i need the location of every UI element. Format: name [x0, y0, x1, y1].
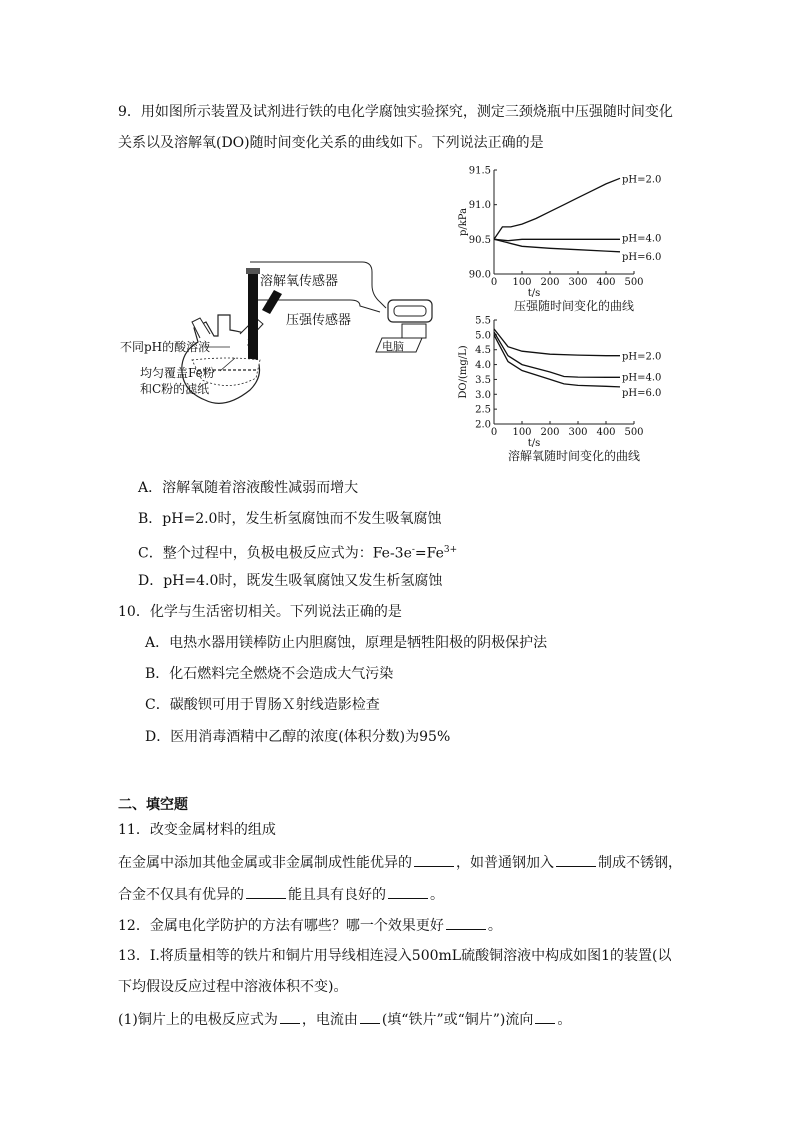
q11-title: 11．改变金属材料的组成	[118, 822, 276, 838]
y-tick-label: 91.5	[468, 165, 491, 177]
q9-option-a: A．溶解氧随着溶液酸性减弱而增大	[138, 480, 359, 496]
q11-blank-3[interactable]	[246, 884, 286, 899]
series-line-60	[494, 335, 620, 387]
y-tick-label: 5.0	[475, 330, 491, 342]
q9-option-c	[138, 540, 457, 564]
q10-stem: 10．化学与生活密切相关。下列说法正确的是	[118, 604, 402, 620]
filter-label-line2: 和C粉的滤纸	[140, 382, 210, 396]
apparatus-diagram	[110, 250, 455, 410]
q9-option-c-prefix: C．整个过程中，负极电极反应式为：Fe-3e	[138, 545, 412, 562]
q13-text-c: (填“铁片”或“铜片”)流向	[381, 1012, 534, 1028]
y-tick-label: 90.5	[468, 234, 491, 246]
q9-option-c-sup1: -	[411, 545, 415, 555]
x-tick-label: 500	[624, 277, 644, 288]
q10-option-b: B．化石燃料完全燃烧不会造成大气污染	[145, 666, 394, 682]
q13-blank-2[interactable]	[360, 1009, 380, 1024]
q11-text-c: 制成不锈钢，	[598, 855, 682, 871]
y-tick-label: 3.5	[475, 374, 491, 386]
series-label: pH=6.0	[622, 387, 662, 399]
pressure-chart	[452, 160, 682, 318]
x-tick-label: 400	[596, 427, 616, 438]
acid-solution-label: 不同pH的酸溶液	[120, 340, 211, 354]
q11-text-e: 能且具有良好的	[288, 887, 386, 903]
y-tick-label: 90.0	[468, 269, 491, 281]
series-label: pH=4.0	[622, 233, 662, 245]
q12-text-a: 12．金属电化学防护的方法有哪些？哪一个效果更好	[118, 918, 444, 934]
y-tick-label: 3.0	[475, 389, 491, 401]
q10-option-a: A．电热水器用镁棒防止内胆腐蚀，原理是牺牲阳极的阴极保护法	[145, 635, 548, 651]
y-tick-label: 2.0	[475, 419, 491, 431]
x-axis-label: t/s	[527, 288, 541, 299]
y-tick-label: 4.0	[475, 360, 491, 372]
series-line-20	[494, 329, 620, 356]
q11-blank-1[interactable]	[414, 852, 454, 867]
x-tick-label: 400	[596, 277, 616, 288]
chart-title: 溶解氧随时间变化的曲线	[507, 449, 641, 463]
q11-text-b: ，如普通钢加入	[456, 855, 554, 871]
x-tick-label: 100	[512, 277, 532, 288]
y-tick-label: 2.5	[475, 404, 491, 416]
q11-text-d: 合金不仅具有优异的	[118, 887, 244, 903]
q13-blank-3[interactable]	[535, 1009, 555, 1024]
x-tick-label: 0	[490, 277, 498, 288]
q12-blank-1[interactable]	[446, 915, 486, 930]
y-tick-label: 4.5	[475, 345, 491, 357]
chart-title: 压强随时间变化的曲线	[513, 299, 635, 313]
x-tick-label: 500	[624, 427, 644, 438]
q9-option-c-sup2: 3+	[443, 545, 458, 555]
q13-blank-1[interactable]	[280, 1009, 300, 1024]
q11-blank-2[interactable]	[556, 852, 596, 867]
q13-line1: 13．I.将质量相等的铁片和铜片用导线相连浸入500mL硫酸铜溶液中构成如图1的装置(以	[118, 948, 672, 964]
q11-text-a: 在金属中添加其他金属或非金属制成性能优异的	[118, 855, 412, 871]
q13-text-b: ，电流由	[301, 1012, 358, 1028]
do-sensor-label: 溶解氧传感器	[260, 274, 339, 289]
section-heading: 二、填空题	[118, 797, 188, 813]
q11-blank-4[interactable]	[388, 884, 428, 899]
q9-option-c-mid: =Fe	[414, 545, 444, 562]
do-sensor-probe	[248, 272, 258, 360]
x-tick-label: 200	[540, 277, 560, 288]
pressure-sensor-probe	[262, 290, 282, 314]
q13-text-a: (1)铜片上的电极反应式为	[118, 1012, 278, 1028]
series-line-60	[494, 239, 620, 252]
q12-line	[118, 915, 502, 936]
series-label: pH=2.0	[622, 351, 662, 363]
series-label: pH=6.0	[622, 251, 662, 263]
q11-text-f: 。	[430, 887, 444, 903]
computer-label: 电脑	[382, 340, 404, 353]
q13-text-d: 。	[557, 1012, 572, 1028]
q13-line2: 下均假设反应过程中溶液体积不变)。	[118, 979, 348, 995]
y-tick-label: 5.5	[475, 315, 491, 327]
x-tick-label: 200	[540, 427, 560, 438]
q10-option-c: C．碳酸钡可用于胃肠Ｘ射线造影检查	[145, 697, 380, 713]
q12-text-b: 。	[487, 918, 502, 934]
pressure-sensor-label: 压强传感器	[286, 313, 352, 328]
x-tick-label: 300	[568, 277, 588, 288]
q10-option-d: D．医用消毒酒精中乙醇的浓度(体积分数)为95%	[145, 729, 451, 745]
x-tick-label: 300	[568, 427, 588, 438]
y-axis-label: DO/(mg/L)	[458, 345, 469, 399]
q9-stem-line1: 9．用如图所示装置及试剂进行铁的电化学腐蚀实验探究，测定三颈烧瓶中压强随时间变化	[118, 104, 673, 120]
x-axis-label: t/s	[527, 438, 541, 449]
q11-line2	[118, 884, 444, 905]
q11-line1	[118, 852, 682, 873]
series-label: pH=4.0	[622, 372, 662, 384]
y-tick-label: 91.0	[468, 200, 491, 212]
series-line-20	[494, 178, 620, 239]
series-label: pH=2.0	[622, 174, 662, 186]
y-axis-label: p/kPa	[458, 207, 469, 237]
do-chart	[452, 310, 682, 468]
x-tick-label: 0	[490, 427, 498, 438]
q13-line3	[118, 1009, 571, 1030]
q9-stem-line2: 关系以及溶解氧(DO)随时间变化关系的曲线如下。下列说法正确的是	[118, 135, 544, 151]
series-line-40	[494, 239, 620, 240]
filter-label-line1: 均匀覆盖Fe粉	[140, 366, 215, 380]
q9-option-b: B．pH=2.0时，发生析氢腐蚀而不发生吸氧腐蚀	[138, 511, 442, 527]
q9-option-d: D．pH=4.0时，既发生吸氧腐蚀又发生析氢腐蚀	[138, 573, 443, 589]
x-tick-label: 100	[512, 427, 532, 438]
